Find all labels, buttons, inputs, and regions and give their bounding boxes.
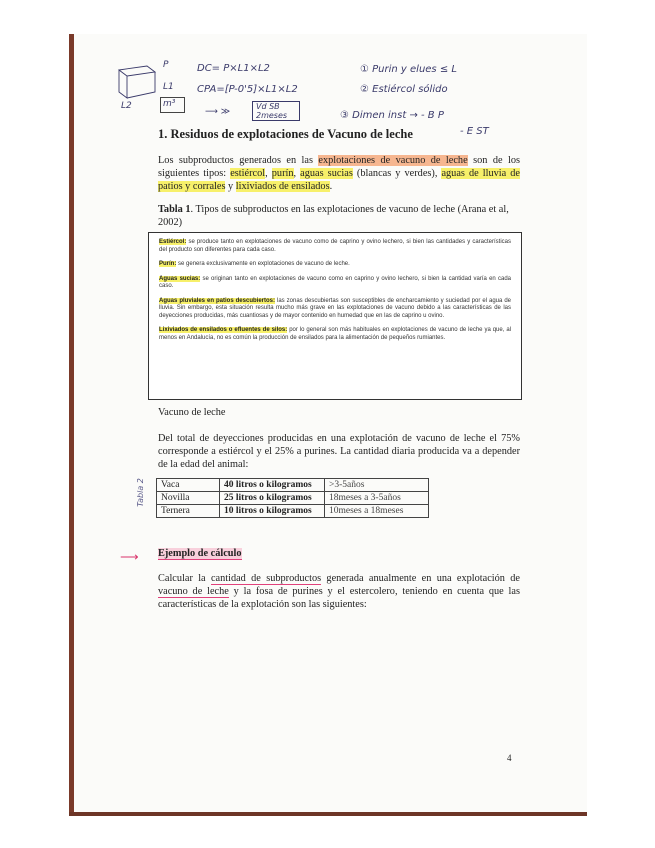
binder-bottom-edge: [69, 812, 587, 816]
subproducts-box: [148, 232, 522, 400]
box-estiercol: Estiércol: se produce tanto en explotaciones de vacuno como de caprino y ovino lechero, si bien las cantidades y características del producto son diferentes para cada caso.: [159, 239, 511, 253]
hand-arrow: ⟶ ≫: [205, 107, 231, 117]
hand-note-1: ① Purin y elues ≤ L: [360, 64, 457, 75]
intro-paragraph: Los subproductos generados en las explotaciones de vacuno de leche son de los siguientes tipos: estiércol, purín, aguas sucias (blancas y verdes), aguas de lluvia de patios y corrales y lixiviados de ensilados.: [158, 155, 521, 192]
daily-production-table: [156, 478, 429, 518]
hand-note-2: ② Estiércol sólido: [360, 84, 448, 95]
example-heading: Ejemplo de cálculo: [158, 548, 242, 559]
hand-box-label: m³: [163, 99, 176, 109]
table-cell: 25 litros o kilogramos: [220, 492, 325, 505]
hand-note-3: ③ Dimen inst → - B P: [340, 110, 444, 121]
table-cell: 18meses a 3-5años: [325, 492, 429, 505]
deyecciones-paragraph: Del total de deyecciones producidas en una explotación de vacuno de leche el 75% corresponde a estiércol y el 25% a purines. La cantidad diaria producida va a depender de la edad del animal:: [158, 433, 520, 470]
table-cell: Vaca: [157, 479, 220, 492]
pink-arrow-icon: ⟶: [120, 549, 139, 564]
example-paragraph: Calcular la cantidad de subproductos generada anualmente en una explotación de vacuno de leche y la fosa de purines y el estercolero, teniendo en cuenta que las características de la explotación son las siguientes:: [158, 573, 520, 610]
table-cell: 10 litros o kilogramos: [220, 505, 325, 518]
table-row: [157, 479, 429, 492]
hand-label-p: P: [163, 60, 169, 70]
box-aguas-sucias: Aguas sucias: se originan tanto en explotaciones de vacuno como en caprino y ovino lechero, si bien la cantidad varía en cada caso.: [159, 275, 511, 289]
table-row: [157, 505, 429, 518]
box-lixiviados: Lixiviados de ensilados o efluentes de silos: por lo general son más habituales en explotaciones de vacuno de leche ya que, al menos en Andalucía, no es común la producción de ensilados para la alimentación de pequeños rumiantes.: [159, 327, 511, 341]
table-cell: 10meses a 18meses: [325, 505, 429, 518]
hand-note-4: - E ST: [460, 126, 489, 137]
table-row: [157, 492, 429, 505]
hand-note-box: Vd SB 2meses: [252, 101, 300, 121]
hand-side-note: Tabla 2: [135, 478, 145, 507]
hand-label-l1: L1: [163, 82, 174, 92]
box-aguas-pluviales: Aguas pluviales en patios descubiertos: las zonas descubiertas son susceptibles de encharcamiento y suciedad por el agua de lluvia. Sin embargo, esta situación resulta mucho más grave en las explotaciones de vacuno debido a las características de las deyecciones producidas, más cuantiosas y de mayor contenido en humedad que en las de caprino u ovino.: [159, 297, 512, 319]
hand-formula-2: CPA=[P-0'5]×L1×L2: [197, 84, 298, 95]
table-cell: 40 litros o kilogramos: [220, 479, 325, 492]
page-number: 4: [507, 753, 512, 763]
table-cell: >3-5años: [325, 479, 429, 492]
table-cell: Novilla: [157, 492, 220, 505]
section-title: 1. Residuos de explotaciones de Vacuno de leche: [158, 127, 413, 141]
document-page: [74, 34, 587, 812]
binder-edge: [69, 34, 74, 816]
table-cell: Ternera: [157, 505, 220, 518]
hand-label-l2: L2: [121, 101, 132, 111]
table1-caption: Tabla 1. Tipos de subproductos en las explotaciones de vacuno de leche (Arana et al, 2002): [158, 204, 509, 228]
subheading-vacuno: Vacuno de leche: [158, 407, 226, 418]
handwritten-box-sketch: [113, 60, 163, 102]
hand-formula-1: DC= P×L1×L2: [197, 63, 270, 74]
box-purin: Purín: se genera exclusivamente en explotaciones de vacuno de leche.: [159, 261, 350, 267]
